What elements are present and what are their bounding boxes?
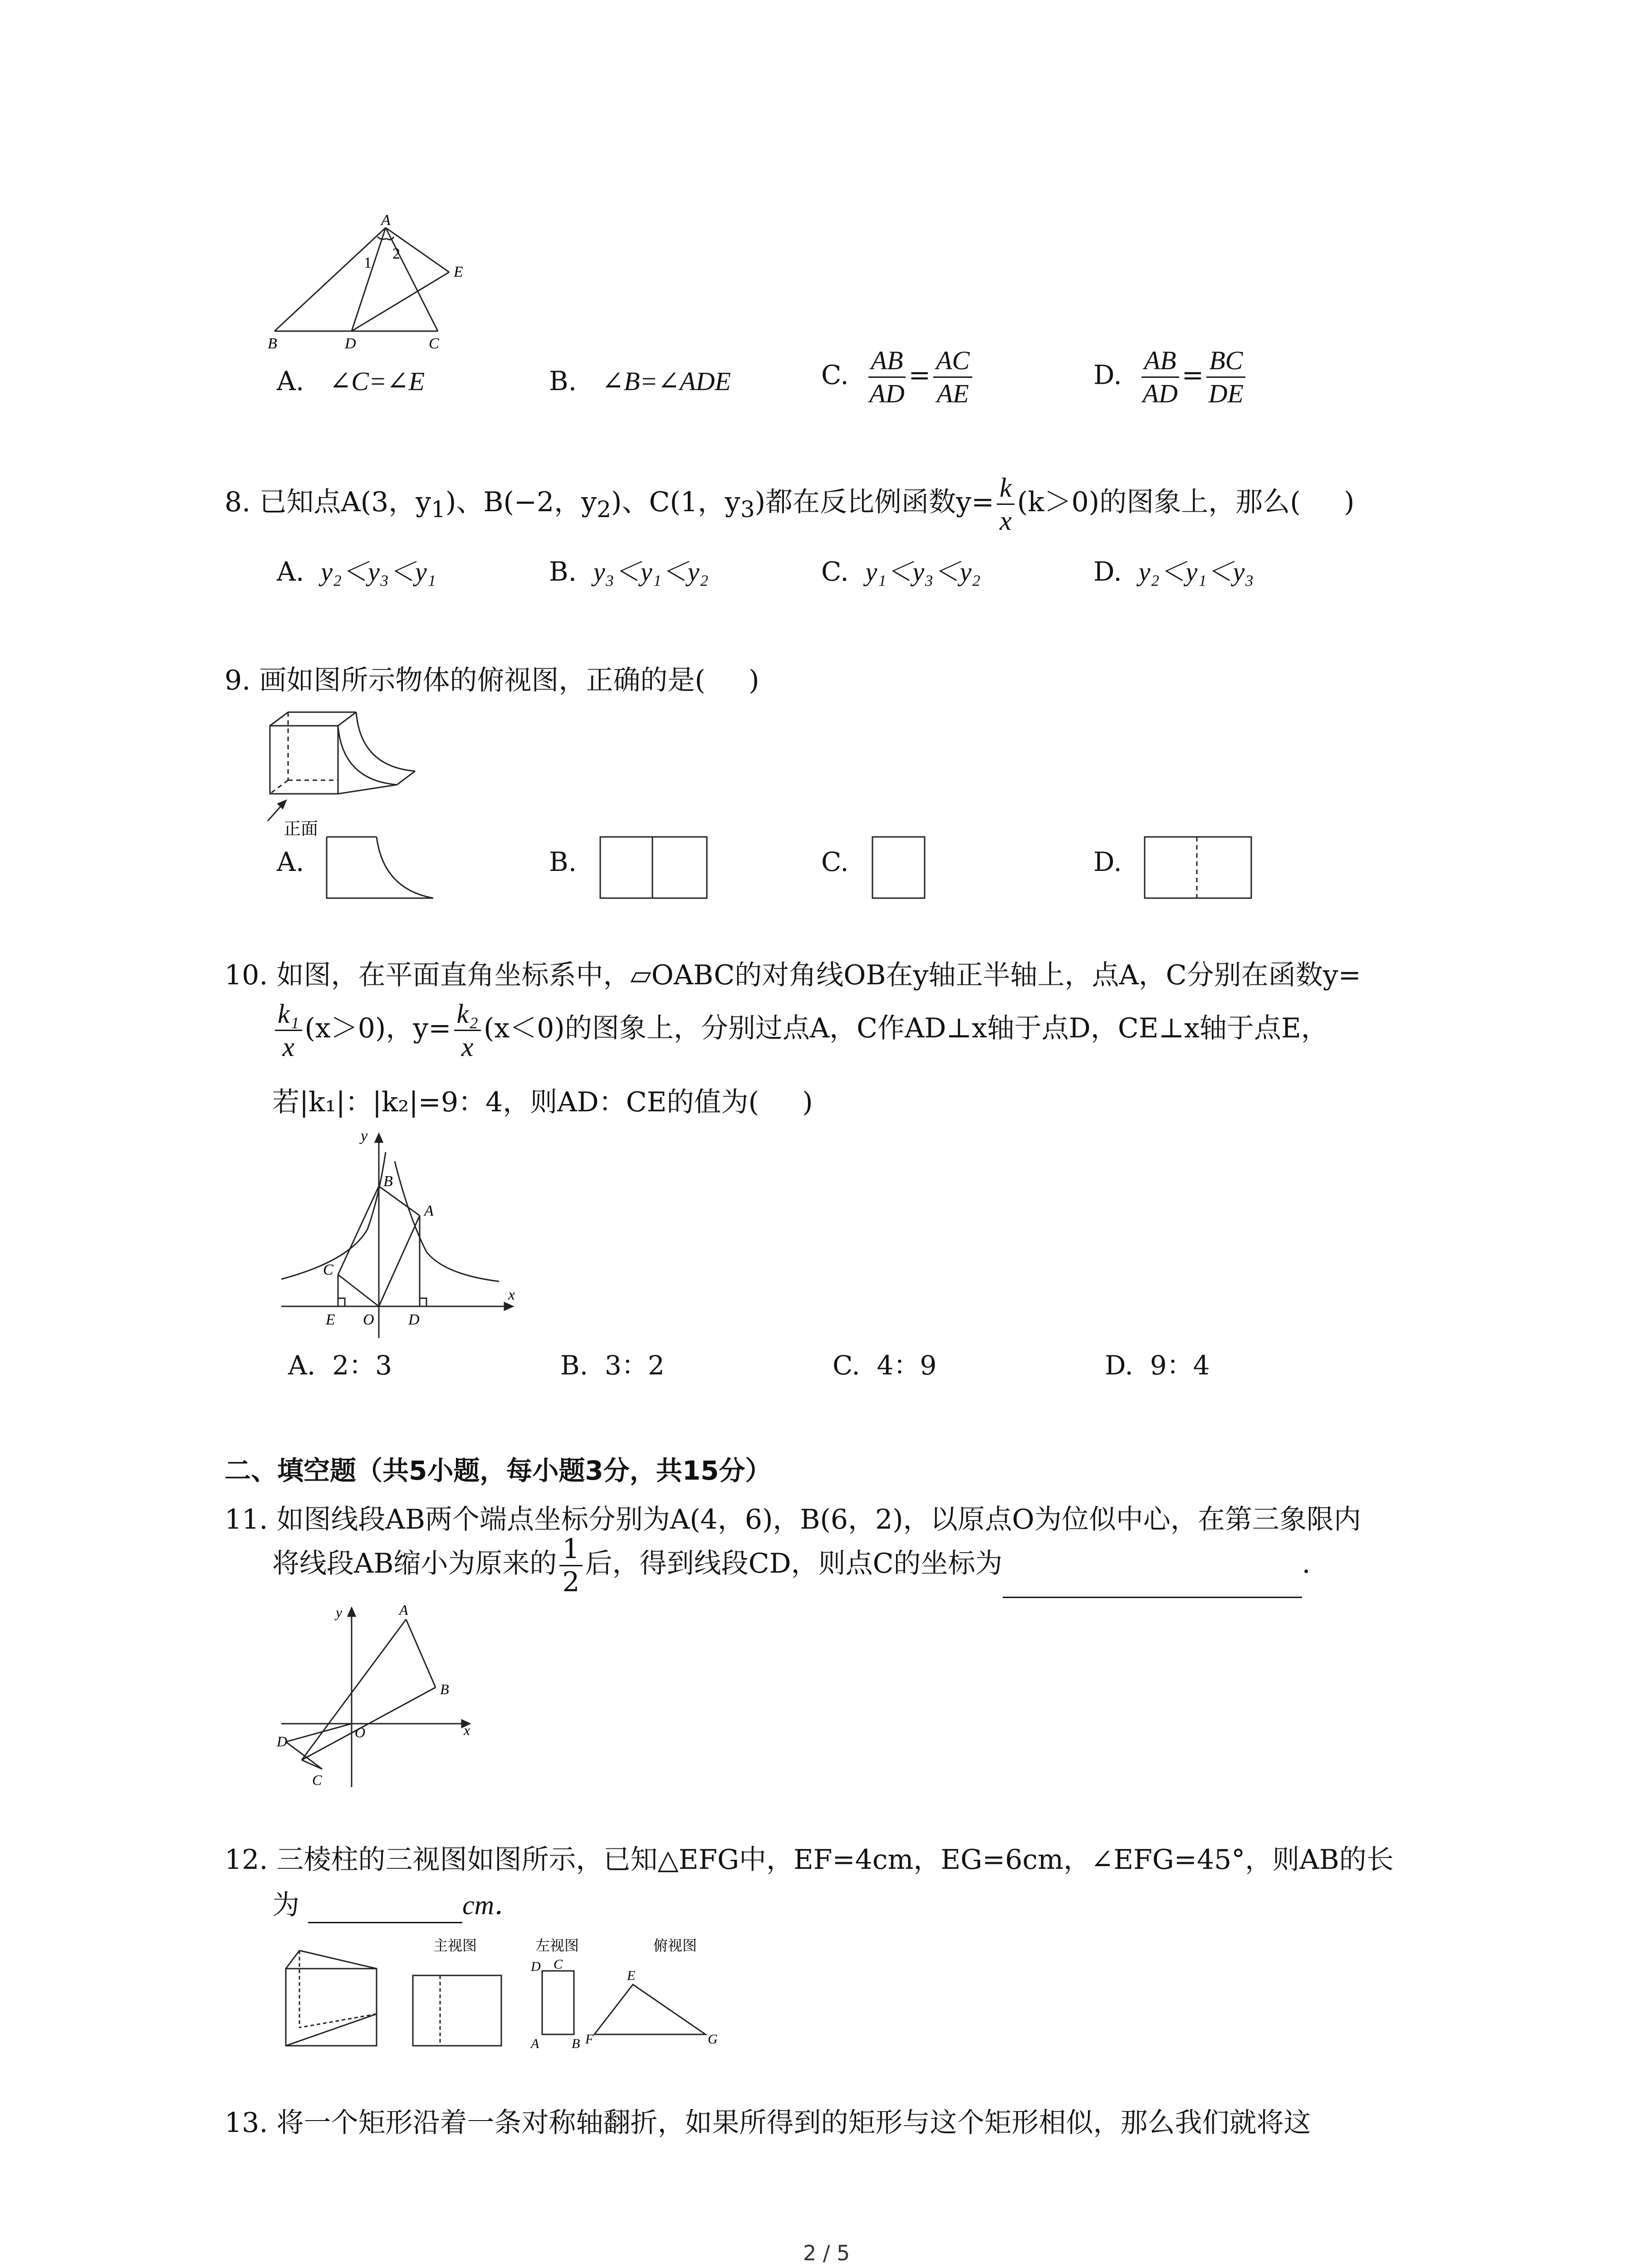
q9-option-b-key[interactable]: B.: [549, 846, 577, 877]
q8-option-c[interactable]: C. y₁＜y₃＜y₂: [821, 556, 981, 587]
answer-blank[interactable]: [1003, 1569, 1302, 1598]
q7-option-c[interactable]: C. $\frac{AB}{AD}$ = $\frac{AC}{AE}$: [821, 345, 975, 410]
q7-triangle-figure: [268, 213, 485, 349]
q11-label-y: y: [336, 1604, 343, 1620]
q9-option-b-figure[interactable]: [598, 835, 711, 903]
q9-solid-figure: [265, 708, 429, 839]
q10-stem-line2: $\frac{\text{k₁}}{x}$ (x＞0)，y= $\frac{\text{k₂}}{x}$ (x＜0)的图象上，分别过点A，C作AD⊥x轴于点D，CE⊥x轴于点E，: [272, 998, 1328, 1063]
q10-stem-line3: 若|k₁|：|k₂|=9：4，则AD：CE的值为( ): [272, 1086, 813, 1118]
q13-stem-line1: 13. 将一个矩形沿着一条对称轴翻折，如果所得到的矩形与这个矩形相似，那么我们就将这: [225, 2107, 1311, 2139]
top-view-label: 俯视图: [653, 1937, 697, 1954]
q12-stem-line2: 为 cm．: [272, 1887, 521, 1923]
option-text: ∠B=∠ADE: [602, 367, 731, 396]
q12-label-E: E: [627, 1968, 636, 1983]
page-number: 2 / 5: [803, 2241, 850, 2265]
q12-label-D: D: [531, 1959, 541, 1974]
main-view-label: 主视图: [433, 1937, 477, 1954]
question-number: 9.: [225, 665, 251, 696]
q9-option-a-figure[interactable]: [324, 835, 438, 903]
answer-blank[interactable]: [308, 1895, 462, 1923]
q11-label-O: O: [355, 1724, 366, 1740]
section-title: 二、填空题（共5小题，每小题3分，共15分）: [225, 1455, 772, 1486]
q12-label-B: B: [572, 2036, 580, 2051]
q9-option-d-figure[interactable]: [1142, 835, 1256, 903]
q8-option-b[interactable]: B. y₃＜y₁＜y₂: [549, 556, 709, 587]
front-label: 正面: [284, 819, 318, 839]
q7-label-1: 1: [364, 254, 372, 271]
q12-label-F: F: [585, 2032, 594, 2047]
option-key: D.: [1093, 359, 1122, 391]
q12-label-A: A: [531, 2036, 539, 2051]
fraction: $\frac{\text{k₁}}{x}$: [275, 998, 302, 1063]
q7-label-D: D: [345, 335, 356, 349]
q7-label-E: E: [454, 264, 463, 280]
q10-label-x: x: [508, 1286, 515, 1303]
question-number: 13.: [225, 2107, 268, 2139]
q9-option-c-key[interactable]: C.: [821, 846, 849, 877]
q9-option-d-key[interactable]: D.: [1093, 846, 1122, 877]
q8-stem: 8. 已知点A(3，$y_1$)、B(−2，$y_2$)、C(1，$y_3$)都在反比例函数y= $\frac{k}{x}$ (k＞0)的图象上，那么( ): [225, 473, 1355, 536]
q9-option-c-figure[interactable]: [870, 835, 929, 903]
question-number: 8.: [225, 486, 251, 518]
q10-label-O: O: [363, 1311, 374, 1328]
q10-label-E: E: [326, 1311, 335, 1328]
q10-option-c[interactable]: C. 4：9: [833, 1350, 937, 1381]
q8-option-a[interactable]: A. y₂＜y₃＜y₁: [277, 556, 436, 587]
q12-label-C: C: [554, 1957, 563, 1972]
q10-option-a[interactable]: A. 2：3: [288, 1350, 392, 1381]
q9-option-a-key[interactable]: A.: [277, 846, 304, 877]
option-key: A.: [277, 366, 304, 396]
fraction: $\frac{BC}{DE}$: [1206, 345, 1245, 410]
q12-label-G: G: [708, 2032, 718, 2047]
q11-label-A: A: [399, 1602, 408, 1618]
q11-coordinate-figure: [277, 1601, 485, 1792]
q7-label-B: B: [268, 335, 277, 349]
option-text: ∠C=∠E: [329, 367, 425, 396]
q9-stem: 9. 画如图所示物体的俯视图，正确的是( ): [225, 665, 759, 696]
q10-label-D: D: [408, 1311, 420, 1328]
q10-option-d[interactable]: D. 9：4: [1105, 1350, 1210, 1381]
question-number: 11.: [225, 1504, 268, 1535]
fraction: $\frac{1}{2}$: [559, 1533, 582, 1598]
q7-label-2: 2: [392, 245, 400, 262]
q11-label-B: B: [440, 1681, 449, 1697]
q7-option-a[interactable]: [277, 363, 425, 400]
option-key: C.: [821, 359, 849, 391]
q12-three-views-figure: [277, 1932, 740, 2055]
q7-label-C: C: [429, 335, 439, 349]
q7-option-d[interactable]: D. $\frac{AB}{AD}$ = $\frac{BC}{DE}$: [1093, 345, 1248, 410]
q11-stem-line2: 将线段AB缩小为原来的 $\frac{1}{2}$ 后，得到线段CD，则点C的坐标为 .: [272, 1533, 1311, 1598]
fraction: $\frac{\text{k₂}}{x}$: [454, 998, 481, 1063]
q11-stem-line1: 11. 如图线段AB两个端点坐标分别为A(4，6)，B(6，2)，以原点O为位似中心，在第三象限内: [225, 1504, 1361, 1535]
q7-label-A: A: [381, 213, 391, 229]
q10-stem-line1: 10. 如图，在平面直角坐标系中，▱OABC的对角线OB在y轴正半轴上，点A，C分别在函数y=: [225, 959, 1361, 991]
q11-label-D: D: [277, 1733, 288, 1750]
q11-label-C: C: [312, 1772, 322, 1788]
q10-label-A: A: [424, 1202, 434, 1219]
q10-coordinate-figure: [272, 1125, 526, 1347]
fraction: $\frac{AC}{AE}$: [933, 345, 972, 410]
fraction: $\frac{AB}{AD}$: [1141, 345, 1179, 410]
left-view-label: 左视图: [535, 1937, 579, 1954]
q7-option-b[interactable]: [549, 363, 731, 400]
q10-label-y: y: [361, 1128, 368, 1144]
option-key: B.: [549, 366, 577, 396]
q11-label-x: x: [464, 1722, 470, 1738]
q10-option-b[interactable]: B. 3：2: [560, 1350, 665, 1381]
q10-label-C: C: [323, 1261, 333, 1278]
fraction: $\frac{AB}{AD}$: [868, 345, 906, 410]
q10-label-B: B: [383, 1173, 393, 1190]
q12-stem-line1: 12. 三棱柱的三视图如图所示，已知△EFG中，EF=4cm，EG=6cm，∠EFG=45°，则AB的长: [225, 1844, 1394, 1876]
question-number: 12.: [225, 1844, 268, 1876]
q8-option-d[interactable]: D. y₂＜y₁＜y₃: [1093, 556, 1254, 587]
fraction: $\frac{k}{x}$: [997, 472, 1014, 537]
question-number: 10.: [225, 959, 268, 991]
